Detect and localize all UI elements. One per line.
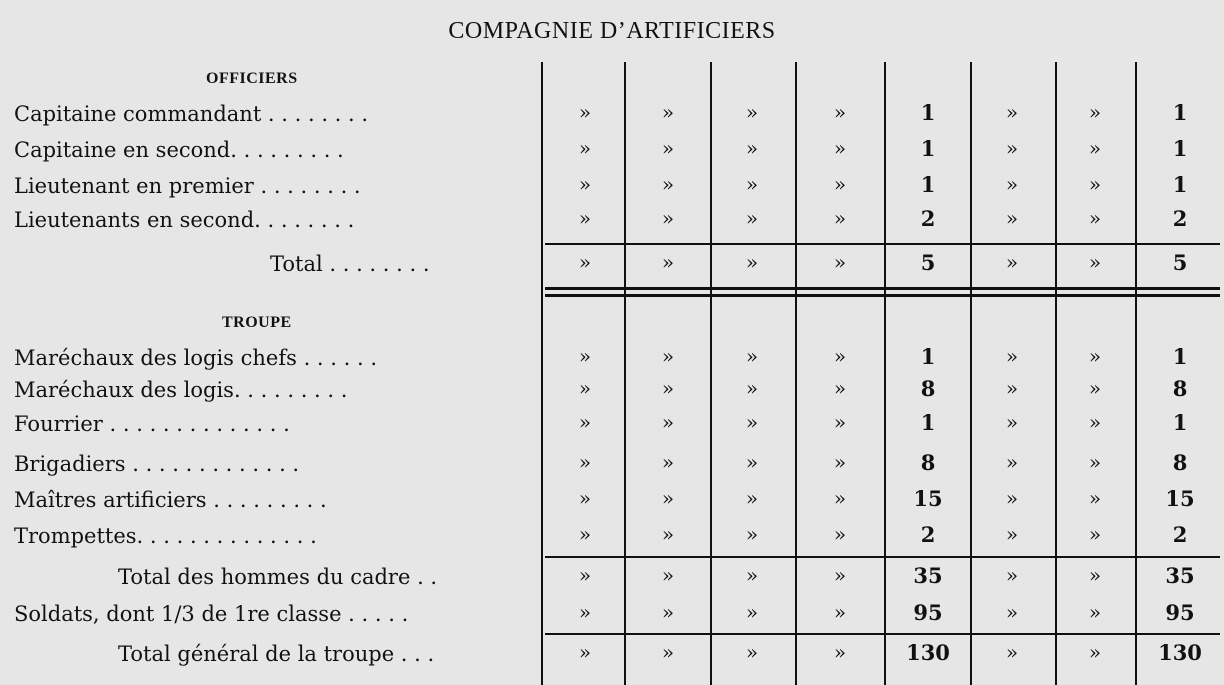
table-cell: » — [578, 486, 592, 510]
table-cell: » — [578, 640, 592, 664]
table-cell: 95 — [913, 600, 943, 625]
row-label: Lieutenants en second. . . . . . . . — [14, 208, 355, 232]
table-cell: » — [578, 206, 592, 230]
table-cell: » — [1088, 136, 1102, 160]
table-cell: 2 — [1172, 522, 1188, 547]
table-cell: » — [833, 640, 847, 664]
row-label: Brigadiers . . . . . . . . . . . . . — [14, 452, 300, 476]
table-cell: » — [661, 450, 675, 474]
table-cell: » — [1088, 600, 1102, 624]
table-cell: » — [578, 563, 592, 587]
table-cell: 15 — [913, 486, 943, 511]
row-label: Maréchaux des logis chefs . . . . . . — [14, 346, 377, 370]
table-cell: » — [1088, 563, 1102, 587]
table-cell: 1 — [1172, 136, 1188, 161]
table-cell: 130 — [906, 640, 950, 665]
table-cell: » — [833, 563, 847, 587]
table-cell: » — [1005, 522, 1019, 546]
double-rule — [545, 287, 1220, 290]
table-cell: » — [1005, 136, 1019, 160]
table-cell: » — [833, 250, 847, 274]
column-rule — [795, 62, 797, 685]
row-label: Trompettes. . . . . . . . . . . . . . — [14, 524, 317, 548]
table-cell: » — [833, 522, 847, 546]
table-cell: » — [1088, 450, 1102, 474]
row-label: Soldats, dont 1/3 de 1re classe . . . . . — [14, 602, 409, 626]
table-cell: » — [833, 172, 847, 196]
table-cell: » — [1005, 600, 1019, 624]
table-cell: » — [1088, 410, 1102, 434]
row-label: Fourrier . . . . . . . . . . . . . . — [14, 412, 290, 436]
table-cell: » — [661, 486, 675, 510]
table-cell: 2 — [920, 206, 936, 231]
table-cell: » — [1005, 376, 1019, 400]
table-cell: » — [1005, 640, 1019, 664]
table-cell: » — [833, 600, 847, 624]
table-cell: » — [745, 486, 759, 510]
table-cell: » — [833, 206, 847, 230]
table-cell: 5 — [1172, 250, 1188, 275]
table-cell: » — [578, 136, 592, 160]
table-cell: » — [745, 410, 759, 434]
table-cell: 1 — [920, 410, 936, 435]
table-cell: » — [578, 410, 592, 434]
table-cell: 1 — [920, 100, 936, 125]
table-cell: 1 — [920, 172, 936, 197]
column-rule — [1135, 62, 1137, 685]
table-cell: 35 — [1165, 563, 1195, 588]
table-cell: » — [745, 522, 759, 546]
table-cell: 5 — [920, 250, 936, 275]
table-cell: » — [1005, 344, 1019, 368]
table-cell: » — [578, 450, 592, 474]
table-cell: » — [1088, 376, 1102, 400]
table-cell: » — [578, 172, 592, 196]
table-cell: » — [1005, 206, 1019, 230]
table-cell: 1 — [1172, 100, 1188, 125]
table-cell: » — [1088, 100, 1102, 124]
row-label: Maîtres artificiers . . . . . . . . . — [14, 488, 327, 512]
table-cell: 1 — [920, 344, 936, 369]
table-cell: » — [745, 600, 759, 624]
page-title: COMPAGNIE D’ARTIFICIERS — [448, 18, 776, 44]
table-cell: » — [1005, 563, 1019, 587]
table-cell: » — [1005, 486, 1019, 510]
table-cell: 8 — [920, 450, 936, 475]
table-cell: » — [661, 640, 675, 664]
table-cell: » — [661, 206, 675, 230]
table-cell: » — [745, 563, 759, 587]
table-cell: » — [833, 450, 847, 474]
table-cell: » — [578, 344, 592, 368]
row-label: Capitaine en second. . . . . . . . . — [14, 138, 344, 162]
table-cell: » — [745, 136, 759, 160]
table-cell: » — [661, 344, 675, 368]
row-label-total: Total général de la troupe . . . — [118, 642, 435, 666]
column-rule — [541, 62, 543, 685]
table-cell: » — [833, 100, 847, 124]
table-cell: » — [1088, 172, 1102, 196]
table-cell: » — [578, 376, 592, 400]
row-label-total: Total . . . . . . . . — [270, 252, 430, 276]
table-cell: » — [833, 344, 847, 368]
table-cell: » — [661, 410, 675, 434]
table-cell: 1 — [1172, 344, 1188, 369]
table-cell: 35 — [913, 563, 943, 588]
table-cell: » — [833, 410, 847, 434]
table-cell: » — [578, 250, 592, 274]
table-cell: » — [1005, 250, 1019, 274]
table-cell: 8 — [920, 376, 936, 401]
table-cell: » — [1005, 172, 1019, 196]
table-cell: 1 — [1172, 410, 1188, 435]
table-cell: » — [745, 206, 759, 230]
table-cell: » — [578, 600, 592, 624]
sum-rule — [545, 243, 1220, 245]
table-cell: » — [1088, 640, 1102, 664]
table-cell: » — [661, 172, 675, 196]
table-cell: » — [745, 100, 759, 124]
table-cell: 1 — [1172, 172, 1188, 197]
table-cell: » — [1005, 100, 1019, 124]
table-cell: » — [833, 136, 847, 160]
table-cell: 8 — [1172, 450, 1188, 475]
table-cell: » — [833, 486, 847, 510]
table-cell: 15 — [1165, 486, 1195, 511]
table-cell: » — [578, 100, 592, 124]
column-rule — [884, 62, 886, 685]
table-cell: 2 — [920, 522, 936, 547]
table-cell: » — [1088, 486, 1102, 510]
table-cell: » — [661, 600, 675, 624]
table-cell: 2 — [1172, 206, 1188, 231]
table-cell: » — [745, 344, 759, 368]
table-cell: » — [745, 450, 759, 474]
table-cell: » — [1088, 250, 1102, 274]
table-cell: » — [745, 172, 759, 196]
row-label-total: Total des hommes du cadre . . — [118, 565, 438, 589]
section-heading-troops: TROUPE — [222, 314, 292, 331]
double-rule — [545, 294, 1220, 297]
table-cell: 130 — [1158, 640, 1202, 665]
table-cell: 8 — [1172, 376, 1188, 401]
table-cell: » — [661, 136, 675, 160]
row-label: Lieutenant en premier . . . . . . . . — [14, 174, 361, 198]
table-cell: » — [745, 640, 759, 664]
table-cell: » — [833, 376, 847, 400]
sum-rule — [545, 556, 1220, 558]
table-cell: » — [661, 250, 675, 274]
sum-rule — [545, 633, 1220, 635]
row-label: Capitaine commandant . . . . . . . . — [14, 102, 369, 126]
table-cell: » — [578, 522, 592, 546]
table-cell: 1 — [920, 136, 936, 161]
table-cell: » — [661, 100, 675, 124]
section-heading-officers: OFFICIERS — [206, 70, 298, 87]
table-cell: » — [661, 522, 675, 546]
table-cell: » — [661, 376, 675, 400]
table-cell: » — [661, 563, 675, 587]
table-cell: » — [1088, 344, 1102, 368]
table-cell: » — [1088, 206, 1102, 230]
table-cell: » — [1005, 450, 1019, 474]
table-cell: » — [1088, 522, 1102, 546]
table-cell: » — [745, 250, 759, 274]
table-cell: » — [1005, 410, 1019, 434]
row-label: Maréchaux des logis. . . . . . . . . — [14, 378, 348, 402]
table-cell: 95 — [1165, 600, 1195, 625]
table-cell: » — [745, 376, 759, 400]
